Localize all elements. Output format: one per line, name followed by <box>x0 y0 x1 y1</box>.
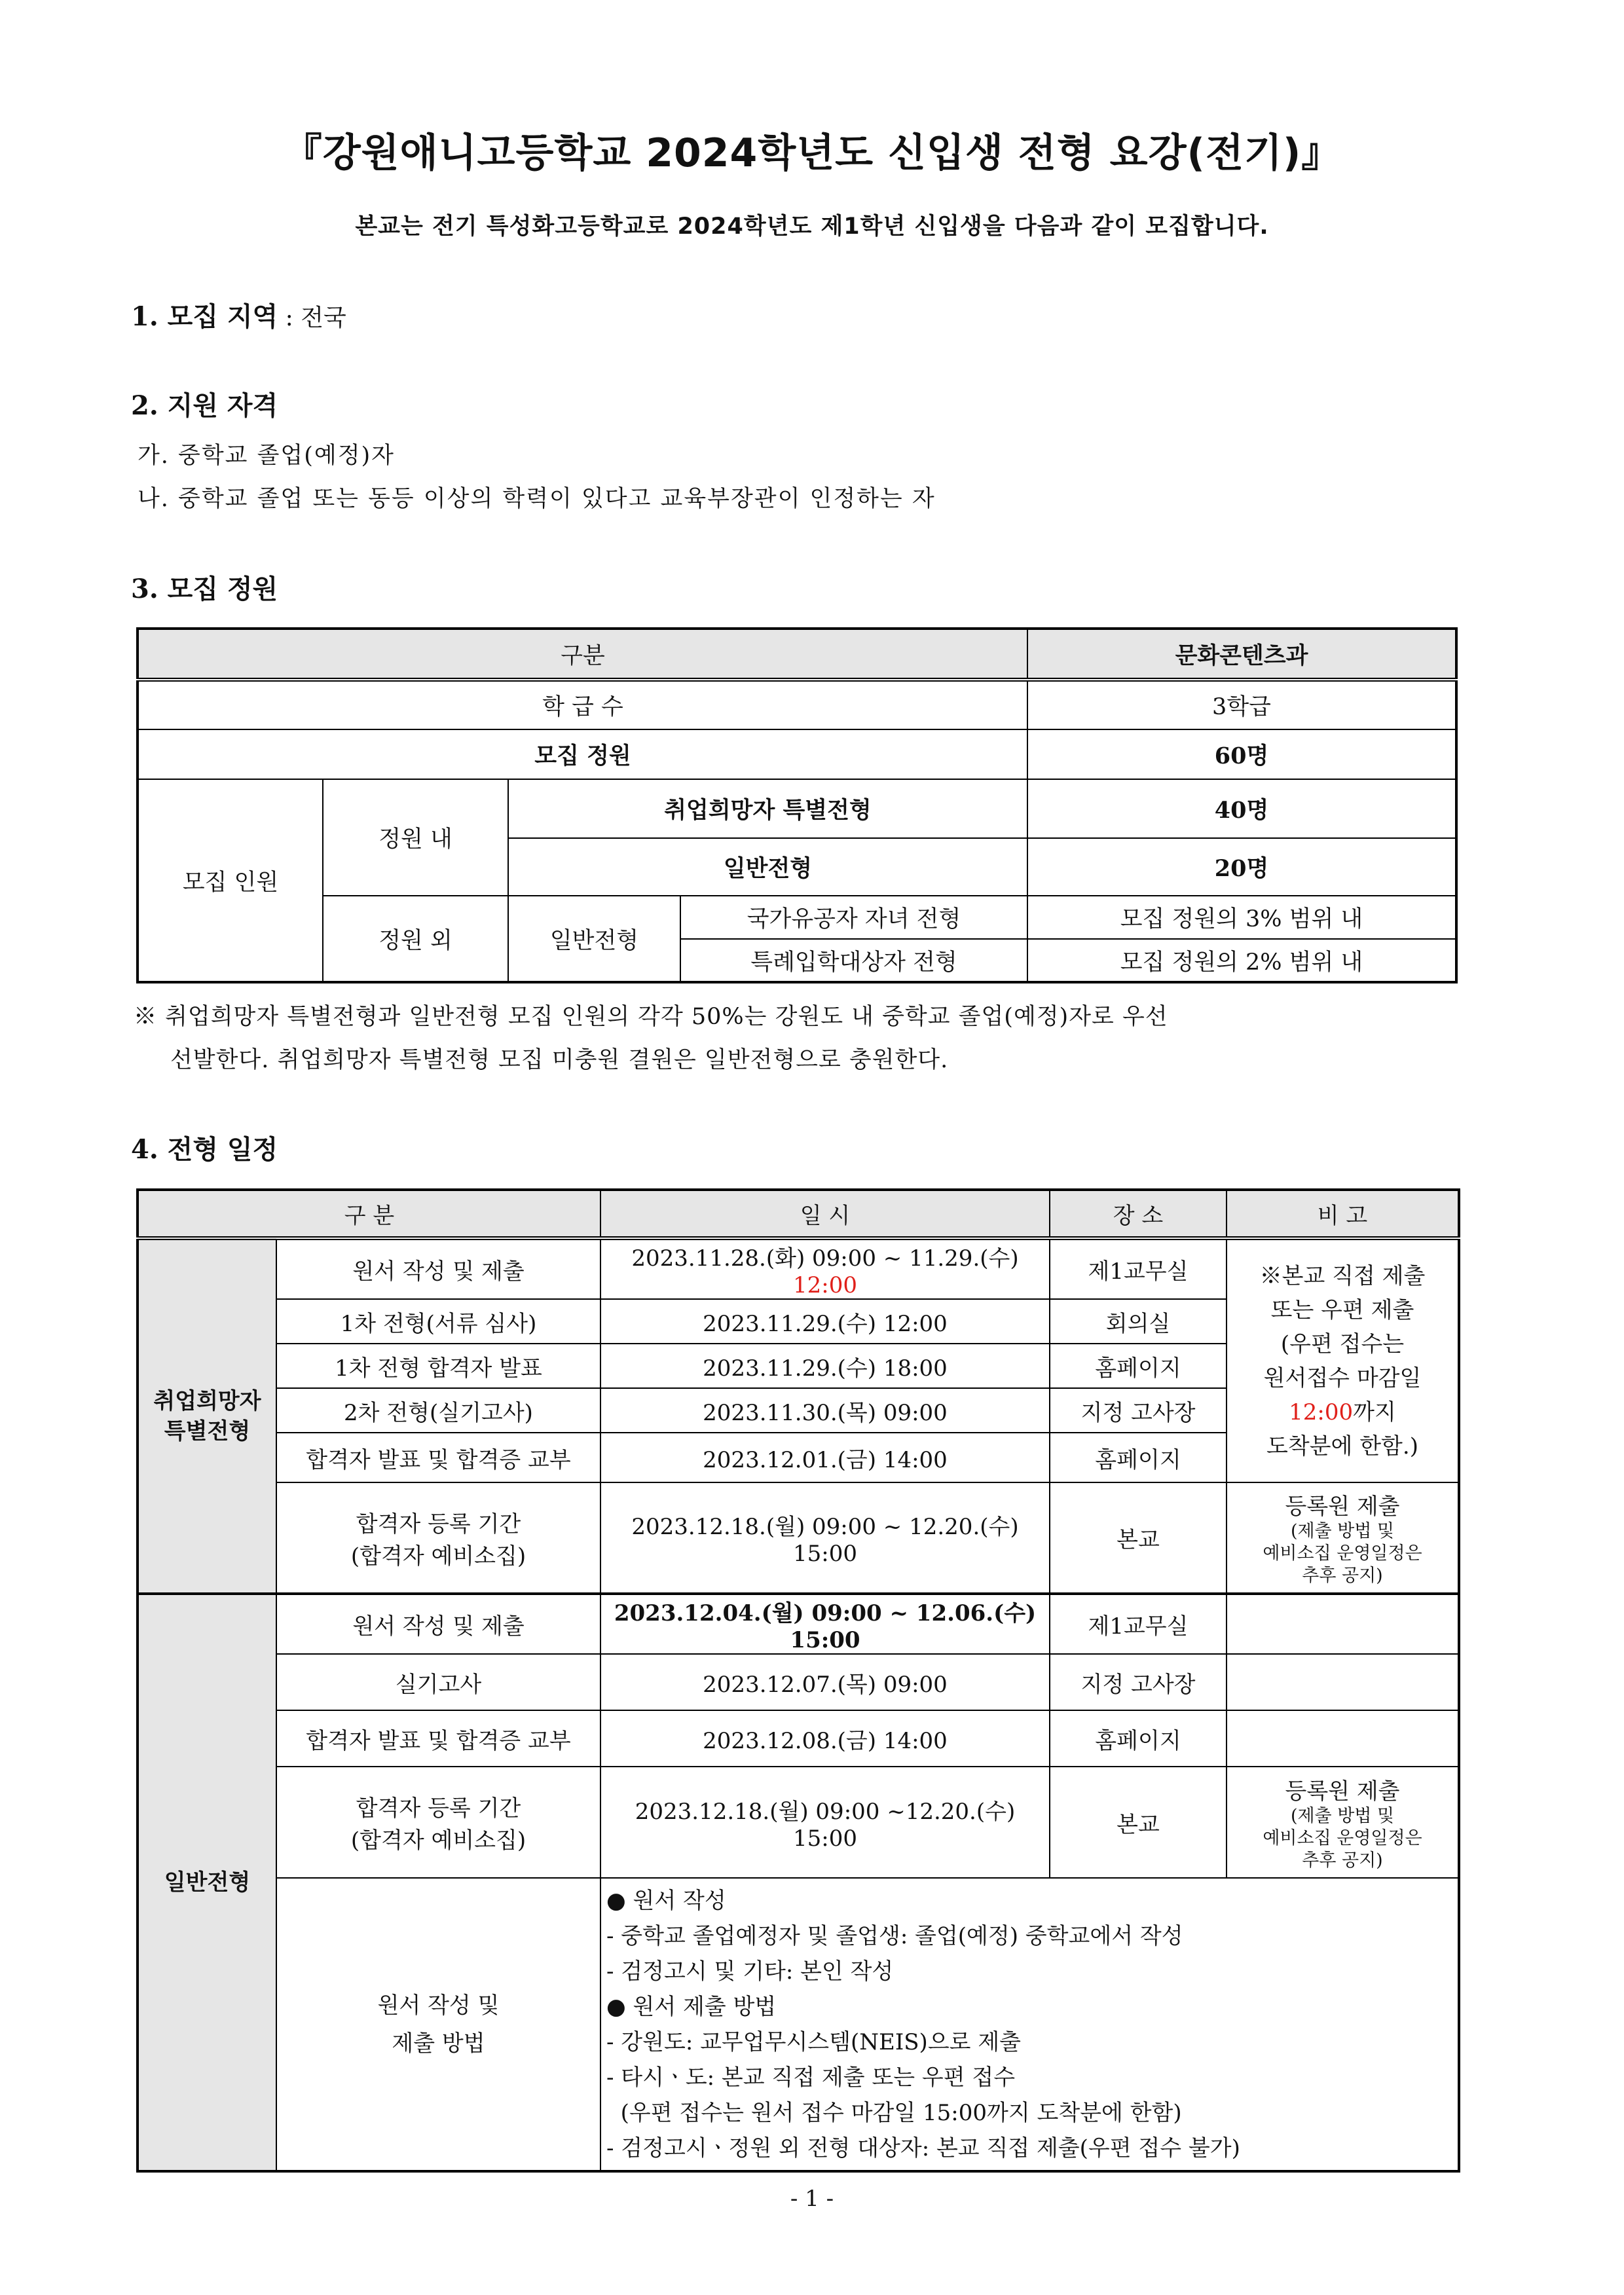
registration-remark-sub: 추후 공지) <box>1302 1850 1383 1871</box>
schedule-place: 지정 고사장 <box>1050 1654 1227 1710</box>
registration-remark <box>1227 1767 1459 1878</box>
special-ed-track-label: 특례입학대상자 전형 <box>680 939 1027 982</box>
schedule-item <box>276 1482 600 1594</box>
classes-value: 3학급 <box>1027 680 1456 729</box>
schedule-item: 원서 작성 및 제출 <box>276 1238 600 1299</box>
schedule-date-text: 2023.11.28.(화) 09:00 ~ 11.29.(수) <box>631 1245 1019 1272</box>
schedule-date: 2023.12.01.(금) 14:00 <box>600 1433 1050 1482</box>
quota-value: 60명 <box>1027 729 1456 779</box>
method-line: - 검정고시 및 기타: 본인 작성 <box>606 1958 894 1985</box>
method-line: - 강원도: 교무업무시스템(NEIS)으로 제출 <box>606 2029 1022 2055</box>
page-number: - 1 - <box>790 2186 834 2212</box>
registration-remark-main: 등록원 제출 <box>1285 1494 1400 1520</box>
schedule-item-line: 합격자 등록 기간 <box>356 1795 521 1822</box>
special-track-category-line: 특별전형 <box>164 1418 251 1444</box>
schedule-header-place: 장 소 <box>1050 1190 1227 1238</box>
outside-quota-type: 일반전형 <box>508 896 680 982</box>
quota-label: 모집 정원 <box>138 729 1027 779</box>
section-2-heading: 2. 지원 자격 <box>131 390 278 421</box>
page-title: 『강원애니고등학교 2024학년도 신입생 전형 요강(전기)』 <box>282 130 1342 176</box>
schedule-item-line: 합격자 등록 기간 <box>356 1511 521 1537</box>
schedule-item: 원서 작성 및 제출 <box>276 1594 600 1654</box>
schedule-place: 본교 <box>1050 1767 1227 1878</box>
special-remark-deadline: 12:00 <box>1289 1399 1354 1425</box>
intro-text: 본교는 전기 특성화고등학교로 2024학년도 제1학년 신입생을 다음과 같이 모집합니다. <box>355 213 1269 240</box>
schedule-place: 홈페이지 <box>1050 1433 1227 1482</box>
schedule-item: 합격자 발표 및 합격증 교부 <box>276 1710 600 1767</box>
special-remark-line: 또는 우편 제출 <box>1270 1296 1414 1323</box>
schedule-date: 2023.11.30.(목) 09:00 <box>600 1388 1050 1433</box>
special-ed-track-value: 모집 정원의 2% 범위 내 <box>1027 939 1456 982</box>
method-label-line: 원서 작성 및 <box>377 1992 500 2019</box>
quota-note-line: 선발한다. 취업희망자 특별전형 모집 미충원 결원은 일반전형으로 충원한다. <box>170 1047 949 1073</box>
quota-note <box>134 995 1463 1082</box>
special-track-category-line: 취업희망자 <box>153 1388 261 1414</box>
registration-remark-sub: 추후 공지) <box>1302 1566 1383 1586</box>
special-remark-line: 원서접수 마감일 <box>1263 1365 1422 1391</box>
special-track-category <box>138 1238 276 1594</box>
schedule-remark-empty <box>1227 1654 1459 1710</box>
veterans-track-label: 국가유공자 자녀 전형 <box>680 896 1027 939</box>
registration-remark-sub: (제출 방법 및 <box>1290 1521 1395 1541</box>
quota-header-dept: 문화콘텐츠과 <box>1027 629 1456 680</box>
special-remark-line: (우편 접수는 <box>1280 1331 1405 1357</box>
section-1-heading: 1. 모집 지역 <box>131 301 278 332</box>
schedule-place: 회의실 <box>1050 1299 1227 1344</box>
outside-quota-label: 정원 외 <box>323 896 508 982</box>
schedule-item: 1차 전형 합격자 발표 <box>276 1344 600 1388</box>
schedule-place: 제1교무실 <box>1050 1594 1227 1654</box>
schedule-date: 2023.12.08.(금) 14:00 <box>600 1710 1050 1767</box>
schedule-item: 1차 전형(서류 심사) <box>276 1299 600 1344</box>
schedule-date: 2023.12.07.(목) 09:00 <box>600 1654 1050 1710</box>
schedule-date <box>600 1238 1050 1299</box>
veterans-track-value: 모집 정원의 3% 범위 내 <box>1027 896 1456 939</box>
schedule-remark-empty <box>1227 1594 1459 1654</box>
within-quota-label: 정원 내 <box>323 779 508 896</box>
special-remark <box>1227 1238 1459 1482</box>
schedule-item: 합격자 발표 및 합격증 교부 <box>276 1433 600 1482</box>
general-track-value: 20명 <box>1027 838 1456 896</box>
schedule-item <box>276 1767 600 1878</box>
special-remark-line: ※본교 직접 제출 <box>1259 1262 1426 1289</box>
section-1 <box>131 296 346 333</box>
schedule-place: 홈페이지 <box>1050 1344 1227 1388</box>
method-line: ● 원서 제출 방법 <box>606 1993 777 2020</box>
schedule-header-category: 구 분 <box>138 1190 600 1238</box>
schedule-date-deadline: 12:00 <box>793 1272 857 1298</box>
section-4-heading: 4. 전형 일정 <box>131 1134 278 1165</box>
method-line: - 검정고시ㆍ정원 외 전형 대상자: 본교 직접 제출(우편 접수 불가) <box>606 2135 1240 2161</box>
registration-remark-sub: 예비소집 운영일정은 <box>1263 1827 1422 1848</box>
qualification-item: 가. 중학교 졸업(예정)자 <box>138 443 395 469</box>
schedule-header-remark: 비 고 <box>1227 1190 1459 1238</box>
special-track-label: 취업희망자 특별전형 <box>508 779 1027 838</box>
schedule-table <box>136 1188 1460 2173</box>
schedule-item-line: (합격자 예비소집) <box>350 1543 526 1570</box>
schedule-item: 실기고사 <box>276 1654 600 1710</box>
method-detail <box>600 1878 1459 2171</box>
section-1-value: : 전국 <box>278 304 346 331</box>
qualification-item: 나. 중학교 졸업 또는 동등 이상의 학력이 있다고 교육부장관이 인정하는 자 <box>138 486 936 512</box>
registration-remark-main: 등록원 제출 <box>1285 1778 1400 1805</box>
schedule-item: 2차 전형(실기고사) <box>276 1388 600 1433</box>
registration-remark-sub: (제출 방법 및 <box>1290 1805 1395 1826</box>
schedule-date: 2023.12.18.(월) 09:00 ~12.20.(수) 15:00 <box>600 1767 1050 1878</box>
schedule-header-datetime: 일 시 <box>600 1190 1050 1238</box>
quota-header-label: 구분 <box>138 629 1027 680</box>
schedule-date: 2023.12.04.(월) 09:00 ~ 12.06.(수) 15:00 <box>600 1594 1050 1654</box>
special-remark-line: 도착분에 한함.) <box>1266 1433 1418 1460</box>
schedule-place: 제1교무실 <box>1050 1238 1227 1299</box>
schedule-item-line: (합격자 예비소집) <box>350 1827 526 1854</box>
schedule-date: 2023.12.18.(월) 09:00 ~ 12.20.(수) 15:00 <box>600 1482 1050 1594</box>
classes-label: 학 급 수 <box>138 680 1027 729</box>
method-label <box>276 1878 600 2171</box>
method-line: - 타시ㆍ도: 본교 직접 제출 또는 우편 접수 <box>606 2064 1016 2091</box>
schedule-date: 2023.11.29.(수) 12:00 <box>600 1299 1050 1344</box>
general-track-label: 일반전형 <box>508 838 1027 896</box>
quota-table <box>136 627 1458 983</box>
registration-remark-sub: 예비소집 운영일정은 <box>1263 1543 1422 1564</box>
recruit-label: 모집 인원 <box>138 779 323 982</box>
quota-note-line: ※ 취업희망자 특별전형과 일반전형 모집 인원의 각각 50%는 강원도 내 중학교 졸업(예정)자로 우선 <box>134 1004 1168 1030</box>
section-3-heading: 3. 모집 정원 <box>131 574 278 604</box>
general-track-category: 일반전형 <box>138 1594 276 2171</box>
special-remark-until: 까지 <box>1353 1399 1396 1425</box>
method-line: - 중학교 졸업예정자 및 졸업생: 졸업(예정) 중학교에서 작성 <box>606 1922 1183 1949</box>
method-label-line: 제출 방법 <box>392 2030 485 2057</box>
registration-remark <box>1227 1482 1459 1594</box>
special-remark-line <box>1232 1395 1452 1429</box>
method-line: ● 원서 작성 <box>606 1887 726 1914</box>
schedule-place: 홈페이지 <box>1050 1710 1227 1767</box>
schedule-place: 본교 <box>1050 1482 1227 1594</box>
schedule-date: 2023.11.29.(수) 18:00 <box>600 1344 1050 1388</box>
schedule-place: 지정 고사장 <box>1050 1388 1227 1433</box>
special-track-value: 40명 <box>1027 779 1456 838</box>
schedule-remark-empty <box>1227 1710 1459 1767</box>
method-line: (우편 접수는 원서 접수 마감일 15:00까지 도착분에 한함) <box>606 2099 1182 2126</box>
